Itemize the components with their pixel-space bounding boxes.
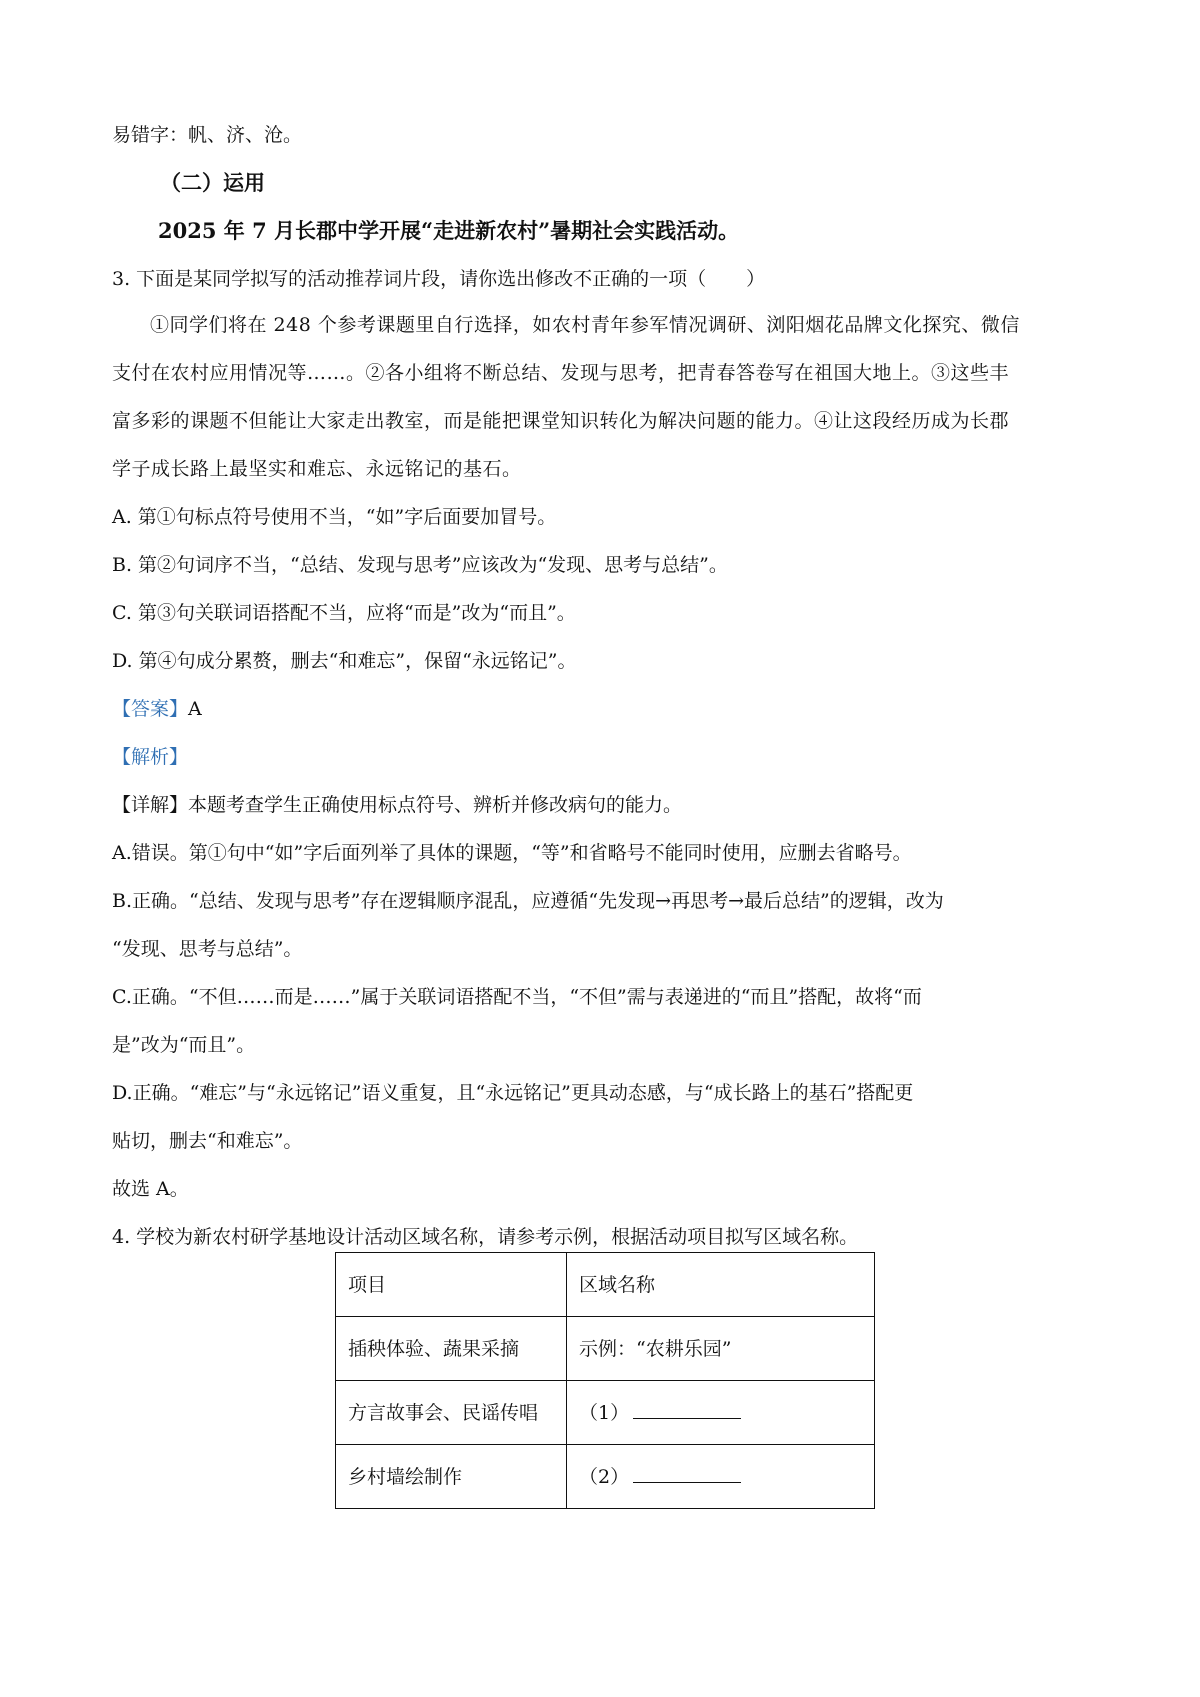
section-title: （二）运用	[160, 170, 265, 195]
q3-option-c: C. 第③句关联词语搭配不当，应将“而是”改为“而且”。	[112, 602, 576, 624]
answer-value: A	[188, 698, 202, 720]
explanation-line: D.正确。“难忘”与“永远铭记”语义重复，且“永远铭记”更具动态感，与“成长路上的基石”搭配更	[112, 1082, 914, 1104]
table-cell	[567, 1381, 875, 1445]
explanation-line: “发现、思考与总结”。	[112, 938, 303, 960]
explanation-line: A.错误。第①句中“如”字后面列举了具体的课题，“等”和省略号不能同时使用，应删去省略号。	[112, 842, 912, 864]
typos-line: 易错字：帆、济、沧。	[112, 124, 303, 146]
q3-answer	[112, 696, 202, 722]
q3-passage-line: 富多彩的课题不但能让大家走出教室，而是能把课堂知识转化为解决问题的能力。④让这段经历成为长郡	[112, 410, 1010, 432]
q4-stem: 4. 学校为新农村研学基地设计活动区域名称，请参考示例，根据活动项目拟写区域名称。	[112, 1226, 859, 1248]
q3-option-a: A. 第①句标点符号使用不当，“如”字后面要加冒号。	[112, 506, 557, 528]
table-cell	[567, 1445, 875, 1509]
blank-label: （1）	[579, 1401, 630, 1424]
q3-stem-close: ）	[746, 268, 766, 290]
table-row	[336, 1445, 875, 1509]
explanation-line: 是”改为“而且”。	[112, 1034, 256, 1056]
table-header-cell: 区域名称	[567, 1253, 875, 1317]
table-header-cell: 项目	[336, 1253, 567, 1317]
q3-passage-line: 支付在农村应用情况等……。②各小组将不断总结、发现与思考，把青春答卷写在祖国大地上。③这些丰	[112, 362, 1010, 384]
analysis-tag: 【解析】	[112, 746, 189, 768]
explanation-line: 故选 A。	[112, 1178, 189, 1200]
explanation-line: B.正确。“总结、发现与思考”存在逻辑顺序混乱，应遵循“先发现→再思考→最后总结”的逻辑，改为	[112, 890, 944, 912]
explanation-line: C.正确。“不但……而是……”属于关联词语搭配不当，“不但”需与表递进的“而且”搭配，故将“而	[112, 986, 922, 1008]
table-row	[336, 1317, 875, 1381]
blank-label: （2）	[579, 1465, 630, 1488]
answer-tag: 【答案】	[112, 698, 189, 720]
explanation-line: 贴切，删去“和难忘”。	[112, 1130, 303, 1152]
table-row	[336, 1381, 875, 1445]
zone-table	[335, 1252, 875, 1509]
q3-detail: 【详解】本题考查学生正确使用标点符号、辨析并修改病句的能力。	[112, 794, 683, 816]
q3-passage-line: 学子成长路上最坚实和难忘、永远铭记的基石。	[112, 458, 522, 480]
table-cell: 示例：“农耕乐园”	[567, 1317, 875, 1381]
q3-option-b: B. 第②句词序不当，“总结、发现与思考”应该改为“发现、思考与总结”。	[112, 554, 728, 576]
activity-title: 2025 年 7 月长郡中学开展“走进新农村”暑期社会实践活动。	[158, 218, 740, 243]
fill-in-blank[interactable]	[633, 1464, 741, 1483]
table-cell: 方言故事会、民谣传唱	[336, 1381, 567, 1445]
table-header-row	[336, 1253, 875, 1317]
fill-in-blank[interactable]	[633, 1400, 741, 1419]
table-cell: 乡村墙绘制作	[336, 1445, 567, 1509]
q3-stem	[112, 266, 765, 292]
q3-stem-text: 3. 下面是某同学拟写的活动推荐词片段，请你选出修改不正确的一项（	[112, 268, 707, 290]
q3-passage-line: ①同学们将在 248 个参考课题里自行选择，如农村青年参军情况调研、浏阳烟花品牌文化探究、微信	[150, 314, 1020, 336]
q3-option-d: D. 第④句成分累赘，删去“和难忘”，保留“永远铭记”。	[112, 650, 577, 672]
table-cell: 插秧体验、蔬果采摘	[336, 1317, 567, 1381]
